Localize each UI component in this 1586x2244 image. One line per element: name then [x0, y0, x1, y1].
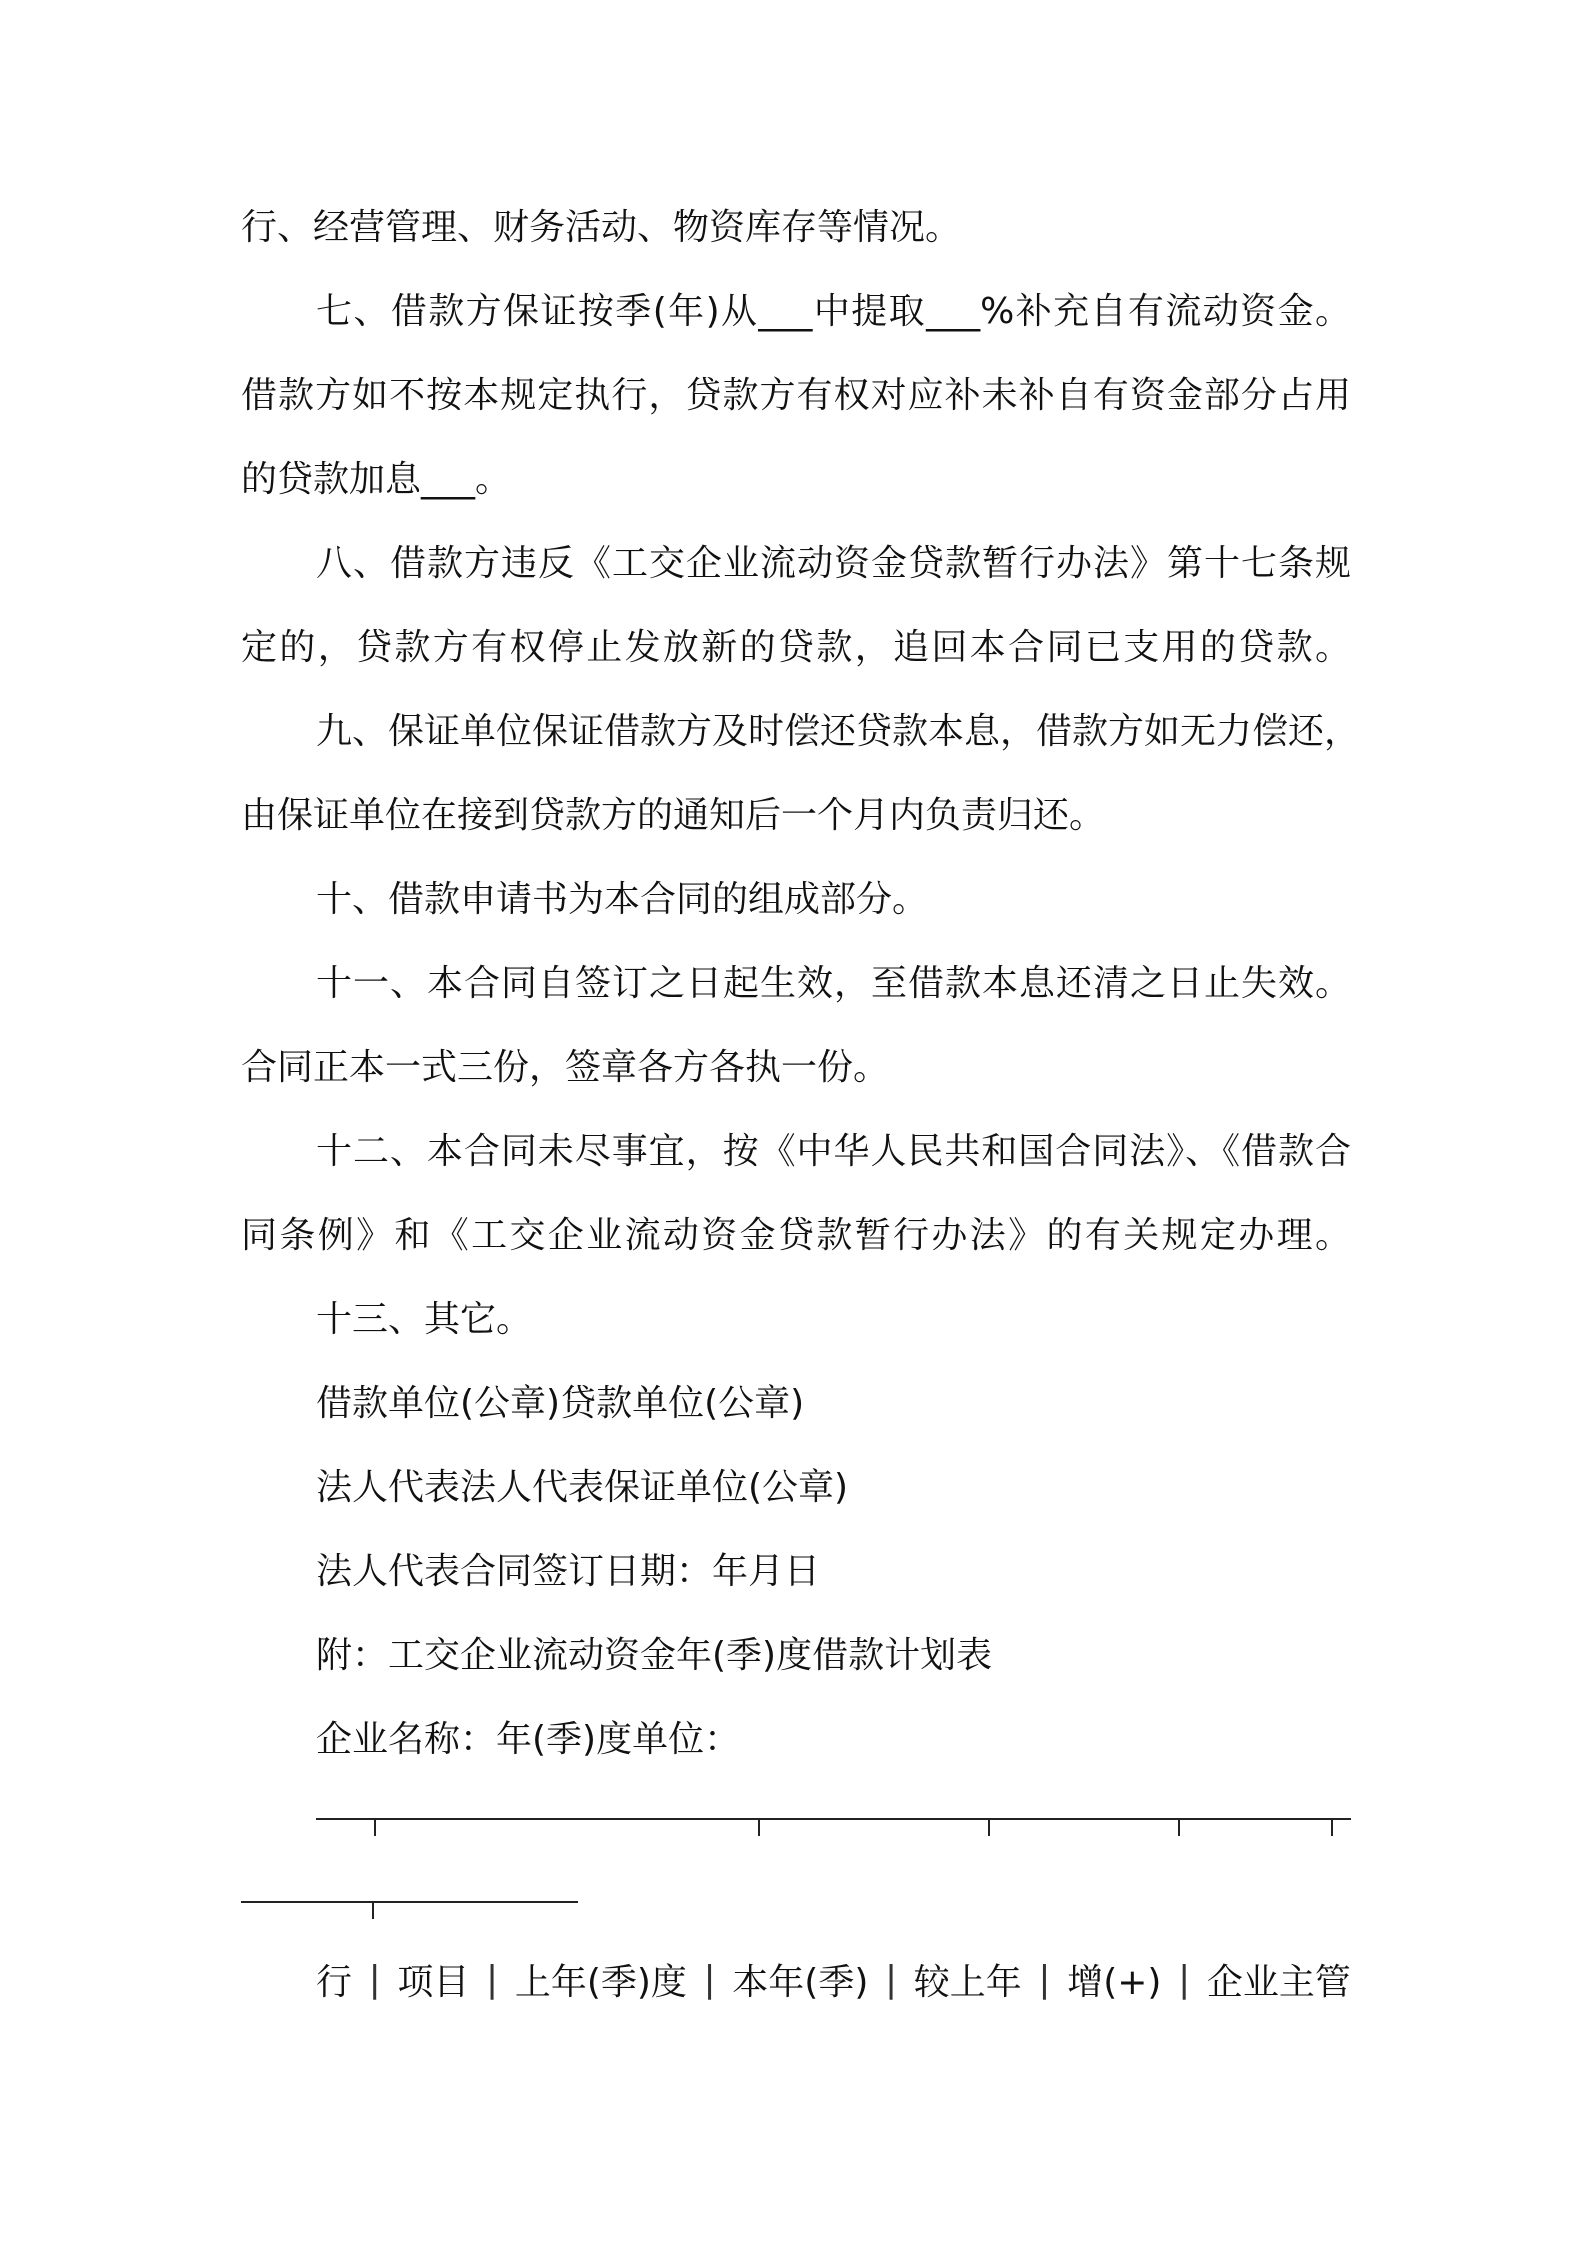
paragraph-line: 由保证单位在接到贷款方的通知后一个月内负责归还。 [241, 795, 1106, 836]
paragraph-clause-13: 十三、其它。 [316, 1299, 533, 1340]
paragraph-line: 定的，贷款方有权停止发放新的贷款，追回本合同已支用的贷款。 [241, 627, 1351, 668]
table-header-cell: 企业主管 [1206, 1961, 1351, 2003]
paragraph-clause-9: 九、保证单位保证借款方及时偿还贷款本息，借款方如无力偿还， [316, 711, 1361, 752]
paragraph-clause-8: 八、借款方违反《工交企业流动资金贷款暂行办法》第十七条规 [316, 543, 1351, 584]
table-header-cell: 上年(季)度 [514, 1961, 687, 2003]
signature-line-borrower: 借款单位(公章)贷款单位(公章) [316, 1383, 805, 1424]
company-name-line: 企业名称：年(季)度单位： [316, 1719, 741, 1760]
attachment-title: 附：工交企业流动资金年(季)度借款计划表 [316, 1635, 993, 1676]
column-separator: | [885, 1958, 898, 2000]
paragraph-line: 行、经营管理、财务活动、物资库存等情况。 [241, 207, 962, 248]
table-header-cell: 本年(季) [732, 1961, 869, 2003]
table-divider [374, 1818, 376, 1836]
column-separator: | [1178, 1958, 1191, 2000]
signature-line-representative: 法人代表法人代表保证单位(公章) [316, 1467, 849, 1508]
table-divider [372, 1901, 374, 1919]
paragraph-line: 的贷款加息___。 [241, 459, 512, 500]
table-second-rule [241, 1901, 578, 1903]
table-header-cell: 增(+) [1067, 1961, 1162, 2003]
column-separator: | [703, 1958, 716, 2000]
table-header-cell: 较上年 [913, 1961, 1022, 2003]
column-separator: | [486, 1958, 499, 2000]
table-header-row [316, 1954, 1351, 2004]
signature-line-date: 法人代表合同签订日期：年月日 [316, 1551, 821, 1592]
table-top-rule [316, 1818, 1351, 1820]
paragraph-clause-11: 十一、本合同自签订之日起生效，至借款本息还清之日止失效。 [316, 963, 1351, 1004]
table-divider [1331, 1818, 1333, 1836]
table-header-cell: 行 [316, 1961, 353, 2003]
table-divider [1178, 1818, 1180, 1836]
paragraph-clause-12: 十二、本合同未尽事宜，按《中华人民共和国合同法》、《借款合 [316, 1131, 1351, 1172]
table-divider [988, 1818, 990, 1836]
paragraph-clause-7: 七、借款方保证按季(年)从___中提取___%补充自有流动资金。 [316, 291, 1351, 332]
paragraph-line: 借款方如不按本规定执行，贷款方有权对应补未补自有资金部分占用 [241, 375, 1351, 416]
table-header-cell: 项目 [397, 1961, 470, 2003]
column-separator: | [368, 1958, 381, 2000]
paragraph-line: 同条例》和《工交企业流动资金贷款暂行办法》的有关规定办理。 [241, 1215, 1351, 1256]
column-separator: | [1038, 1958, 1051, 2000]
paragraph-line: 合同正本一式三份，签章各方各执一份。 [241, 1047, 890, 1088]
paragraph-clause-10: 十、借款申请书为本合同的组成部分。 [316, 879, 929, 920]
table-divider [758, 1818, 760, 1836]
